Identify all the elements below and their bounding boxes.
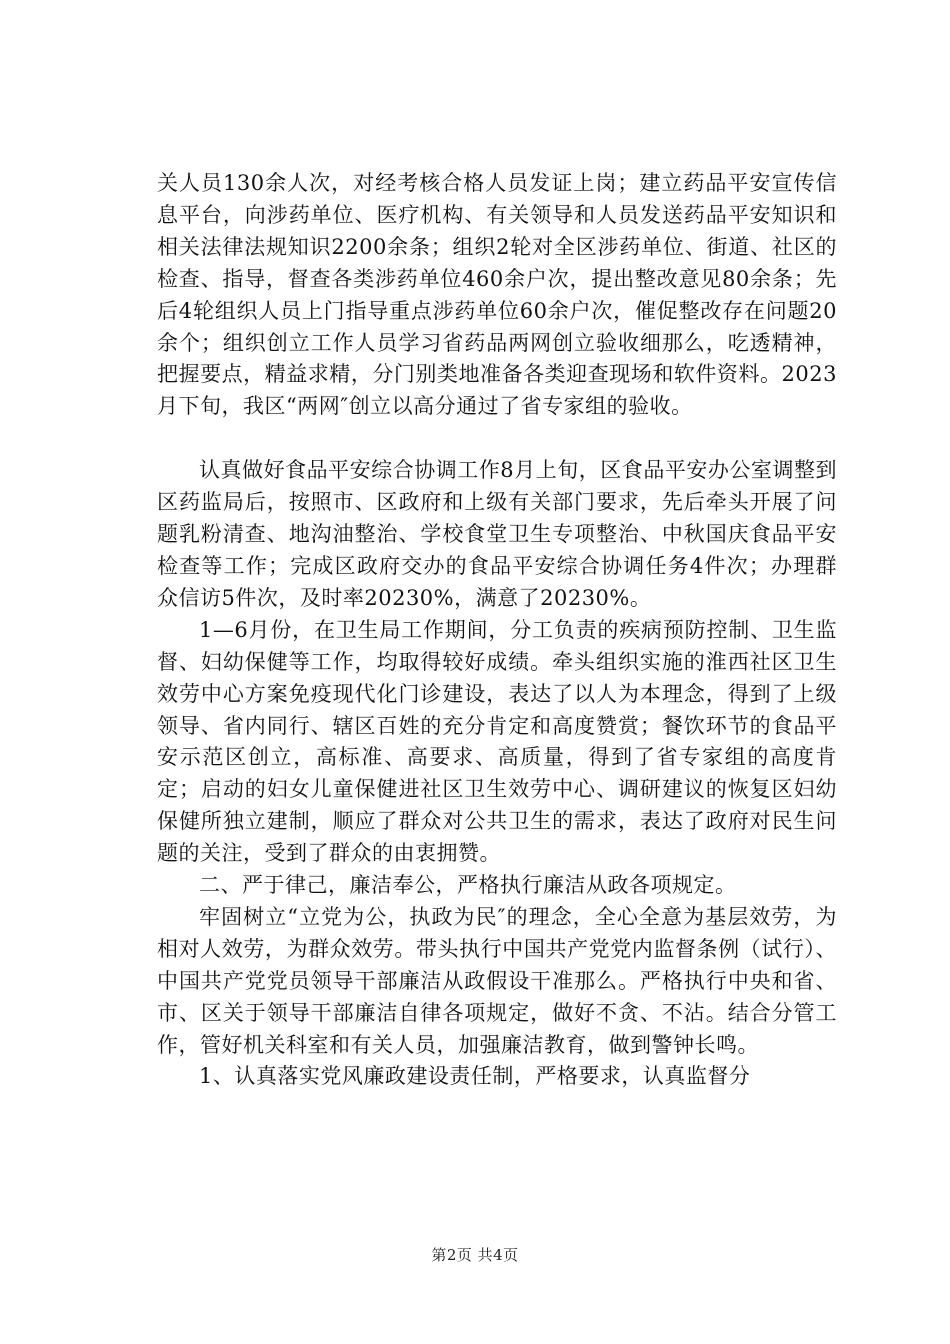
page-number-footer: 第2页 共4页 bbox=[431, 1246, 519, 1264]
document-body bbox=[157, 168, 837, 1093]
paragraph-health-bureau: 1—6月份，在卫生局工作期间，分工负责的疾病预防控制、卫生监督、妇幼保健等工作，均取得较好成绩。牵头组织实施的淮西社区卫生效劳中心方案免疫现代化门诊建设，表达了以人为本理念，得到了上级领导、省内同行、辖区百姓的充分肯定和高度赞赏；餐饮环节的食品平安示范区创立，高标准、高要求、高质量，得到了省专家组的高度肯定；启动的妇女儿童保健进社区卫生效劳中心、调研建议的恢复区妇幼保健所独立建制，顺应了群众对公共卫生的需求，表达了政府对民生问题的关注，受到了群众的由衷拥赞。 bbox=[157, 617, 837, 866]
paragraph-integrity: 牢固树立“立党为公，执政为民″的理念，全心全意为基层效劳，为相对人效劳，为群众效劳。带头执行中国共产党党内监督条例（试行）、中国共产党党员领导干部廉洁从政假设干准那么。严格执行中央和省、市、区关于领导干部廉洁自律各项规定，做好不贪、不沾。结合分管工作，管好机关科室和有关人员，加强廉洁教育，做到警钟长鸣。 bbox=[157, 904, 837, 1057]
paragraph-food-safety: 认真做好食品平安综合协调工作8月上旬，区食品平安办公室调整到区药监局后，按照市、区政府和上级有关部门要求，先后牵头开展了问题乳粉清查、地沟油整治、学校食堂卫生专项整治、中秋国庆食品平安检查等工作；完成区政府交办的食品平安综合协调任务4件次；办理群众信访5件次，及时率20230%，满意了20230%。 bbox=[157, 458, 837, 610]
paragraph-spacer bbox=[157, 423, 837, 455]
section-heading-integrity: 二、严于律己，廉洁奉公，严格执行廉洁从政各项规定。 bbox=[199, 873, 737, 898]
paragraph-responsibility: 1、认真落实党风廉政建设责任制，严格要求，认真监督分 bbox=[199, 1064, 751, 1089]
paragraph-drug-safety-continued: 关人员130余人次，对经考核合格人员发证上岗；建立药品平安宣传信息平台，向涉药单位、医疗机构、有关领导和人员发送药品平安知识和相关法律法规知识2200余条；组织2轮对全区涉药单位、街道、社区的检查、指导，督查各类涉药单位460余户次，提出整改意见80余条；先后4轮组织人员上门指导重点涉药单位60余户次，催促整改存在问题20余个；组织创立工作人员学习省药品两网创立验收细那么，吃透精神，把握要点，精益求精，分门别类地准备各类迎查现场和软件资料。2023月下旬，我区“两网″创立以高分通过了省专家组的验收。 bbox=[157, 171, 837, 419]
